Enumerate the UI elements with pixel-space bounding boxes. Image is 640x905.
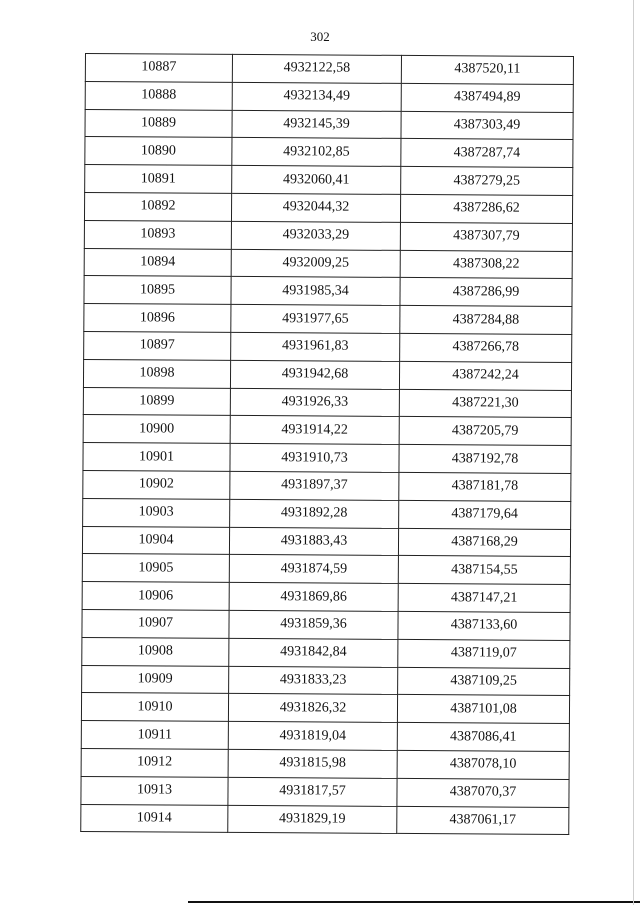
x-coordinate-cell: 4931869,86 bbox=[229, 583, 398, 612]
point-number-cell: 10891 bbox=[85, 165, 232, 194]
scan-edge-bottom bbox=[188, 901, 640, 903]
y-coordinate-cell: 4387286,99 bbox=[400, 278, 572, 307]
table-row bbox=[82, 554, 570, 585]
point-number-cell: 10914 bbox=[81, 804, 228, 833]
x-coordinate-cell: 4931833,23 bbox=[229, 666, 398, 695]
y-coordinate-cell: 4387205,79 bbox=[399, 417, 571, 446]
x-coordinate-cell: 4932044,32 bbox=[231, 193, 400, 222]
x-coordinate-cell: 4932134,49 bbox=[232, 82, 401, 111]
table-row bbox=[84, 331, 572, 362]
y-coordinate-cell: 4387279,25 bbox=[401, 167, 573, 196]
point-number-cell: 10897 bbox=[84, 331, 231, 360]
x-coordinate-cell: 4931883,43 bbox=[229, 527, 398, 556]
y-coordinate-cell: 4387168,29 bbox=[398, 528, 570, 557]
x-coordinate-cell: 4931817,57 bbox=[228, 777, 397, 806]
table-row bbox=[85, 54, 573, 85]
scan-edge-right bbox=[633, 0, 634, 905]
table-row bbox=[81, 721, 569, 752]
table-row bbox=[85, 137, 573, 168]
table-row bbox=[83, 470, 571, 501]
table-row bbox=[81, 776, 569, 807]
page-number: 302 bbox=[310, 29, 330, 44]
y-coordinate-cell: 4387286,62 bbox=[400, 194, 572, 223]
coordinates-table bbox=[80, 53, 574, 835]
y-coordinate-cell: 4387181,78 bbox=[399, 472, 571, 501]
x-coordinate-cell: 4931897,37 bbox=[230, 471, 399, 500]
x-coordinate-cell: 4931961,83 bbox=[231, 332, 400, 361]
x-coordinate-cell: 4931892,28 bbox=[230, 499, 399, 528]
x-coordinate-cell: 4931829,19 bbox=[228, 805, 397, 834]
y-coordinate-cell: 4387266,78 bbox=[400, 333, 572, 362]
x-coordinate-cell: 4932009,25 bbox=[231, 249, 400, 278]
x-coordinate-cell: 4931977,65 bbox=[231, 305, 400, 334]
table-row bbox=[83, 498, 571, 529]
table-row bbox=[85, 109, 573, 140]
point-number-cell: 10894 bbox=[84, 248, 231, 277]
x-coordinate-cell: 4931815,98 bbox=[228, 749, 397, 778]
point-number-cell: 10909 bbox=[82, 665, 229, 694]
y-coordinate-cell: 4387109,25 bbox=[398, 667, 570, 696]
table-row bbox=[83, 415, 571, 446]
point-number-cell: 10905 bbox=[82, 554, 229, 583]
y-coordinate-cell: 4387303,49 bbox=[401, 111, 573, 140]
y-coordinate-cell: 4387284,88 bbox=[400, 306, 572, 335]
table-row bbox=[84, 192, 572, 223]
y-coordinate-cell: 4387086,41 bbox=[397, 723, 569, 752]
x-coordinate-cell: 4931859,36 bbox=[229, 610, 398, 639]
table-row bbox=[85, 165, 573, 196]
point-number-cell: 10893 bbox=[84, 220, 231, 249]
y-coordinate-cell: 4387154,55 bbox=[398, 556, 570, 585]
table-row bbox=[85, 81, 573, 112]
y-coordinate-cell: 4387494,89 bbox=[401, 83, 573, 112]
table-row bbox=[83, 359, 571, 390]
y-coordinate-cell: 4387078,10 bbox=[397, 750, 569, 779]
point-number-cell: 10890 bbox=[85, 137, 232, 166]
y-coordinate-cell: 4387520,11 bbox=[401, 55, 573, 84]
x-coordinate-cell: 4932102,85 bbox=[232, 138, 401, 167]
point-number-cell: 10902 bbox=[83, 470, 230, 499]
table-row bbox=[82, 665, 570, 696]
table-row bbox=[83, 387, 571, 418]
y-coordinate-cell: 4387242,24 bbox=[399, 361, 571, 390]
y-coordinate-cell: 4387308,22 bbox=[400, 250, 572, 279]
point-number-cell: 10901 bbox=[83, 443, 230, 472]
point-number-cell: 10903 bbox=[83, 498, 230, 527]
point-number-cell: 10908 bbox=[82, 637, 229, 666]
x-coordinate-cell: 4931910,73 bbox=[230, 444, 399, 473]
point-number-cell: 10907 bbox=[82, 609, 229, 638]
point-number-cell: 10913 bbox=[81, 776, 228, 805]
table-row bbox=[84, 276, 572, 307]
point-number-cell: 10889 bbox=[85, 109, 232, 138]
point-number-cell: 10910 bbox=[81, 693, 228, 722]
table-row bbox=[82, 582, 570, 613]
y-coordinate-cell: 4387179,64 bbox=[399, 500, 571, 529]
y-coordinate-cell: 4387133,60 bbox=[398, 611, 570, 640]
table-row bbox=[82, 609, 570, 640]
point-number-cell: 10895 bbox=[84, 276, 231, 305]
y-coordinate-cell: 4387221,30 bbox=[399, 389, 571, 418]
point-number-cell: 10906 bbox=[82, 582, 229, 611]
table-row bbox=[82, 526, 570, 557]
coordinates-table-body bbox=[81, 54, 574, 835]
table-row bbox=[84, 248, 572, 279]
table-row bbox=[81, 748, 569, 779]
point-number-cell: 10892 bbox=[84, 192, 231, 221]
table-row bbox=[83, 443, 571, 474]
table-row bbox=[81, 693, 569, 724]
table-row bbox=[81, 804, 569, 835]
x-coordinate-cell: 4931985,34 bbox=[231, 277, 400, 306]
x-coordinate-cell: 4931874,59 bbox=[229, 555, 398, 584]
x-coordinate-cell: 4932060,41 bbox=[232, 166, 401, 195]
x-coordinate-cell: 4932033,29 bbox=[231, 221, 400, 250]
y-coordinate-cell: 4387192,78 bbox=[399, 445, 571, 474]
y-coordinate-cell: 4387307,79 bbox=[400, 222, 572, 251]
x-coordinate-cell: 4931842,84 bbox=[229, 638, 398, 667]
x-coordinate-cell: 4931926,33 bbox=[230, 388, 399, 417]
x-coordinate-cell: 4931914,22 bbox=[230, 416, 399, 445]
point-number-cell: 10899 bbox=[83, 387, 230, 416]
point-number-cell: 10896 bbox=[84, 304, 231, 333]
point-number-cell: 10911 bbox=[81, 721, 228, 750]
point-number-cell: 10887 bbox=[85, 54, 232, 83]
y-coordinate-cell: 4387101,08 bbox=[397, 695, 569, 724]
x-coordinate-cell: 4932122,58 bbox=[232, 54, 401, 83]
x-coordinate-cell: 4931826,32 bbox=[228, 694, 397, 723]
y-coordinate-cell: 4387287,74 bbox=[401, 139, 573, 168]
x-coordinate-cell: 4931819,04 bbox=[228, 722, 397, 751]
y-coordinate-cell: 4387070,37 bbox=[397, 778, 569, 807]
point-number-cell: 10888 bbox=[85, 81, 232, 110]
table-row bbox=[84, 220, 572, 251]
point-number-cell: 10912 bbox=[81, 748, 228, 777]
table-row bbox=[82, 637, 570, 668]
point-number-cell: 10904 bbox=[82, 526, 229, 555]
point-number-cell: 10898 bbox=[83, 359, 230, 388]
y-coordinate-cell: 4387061,17 bbox=[397, 806, 569, 835]
y-coordinate-cell: 4387119,07 bbox=[398, 639, 570, 668]
point-number-cell: 10900 bbox=[83, 415, 230, 444]
x-coordinate-cell: 4932145,39 bbox=[232, 110, 401, 139]
table-row bbox=[84, 304, 572, 335]
y-coordinate-cell: 4387147,21 bbox=[398, 584, 570, 613]
x-coordinate-cell: 4931942,68 bbox=[230, 360, 399, 389]
